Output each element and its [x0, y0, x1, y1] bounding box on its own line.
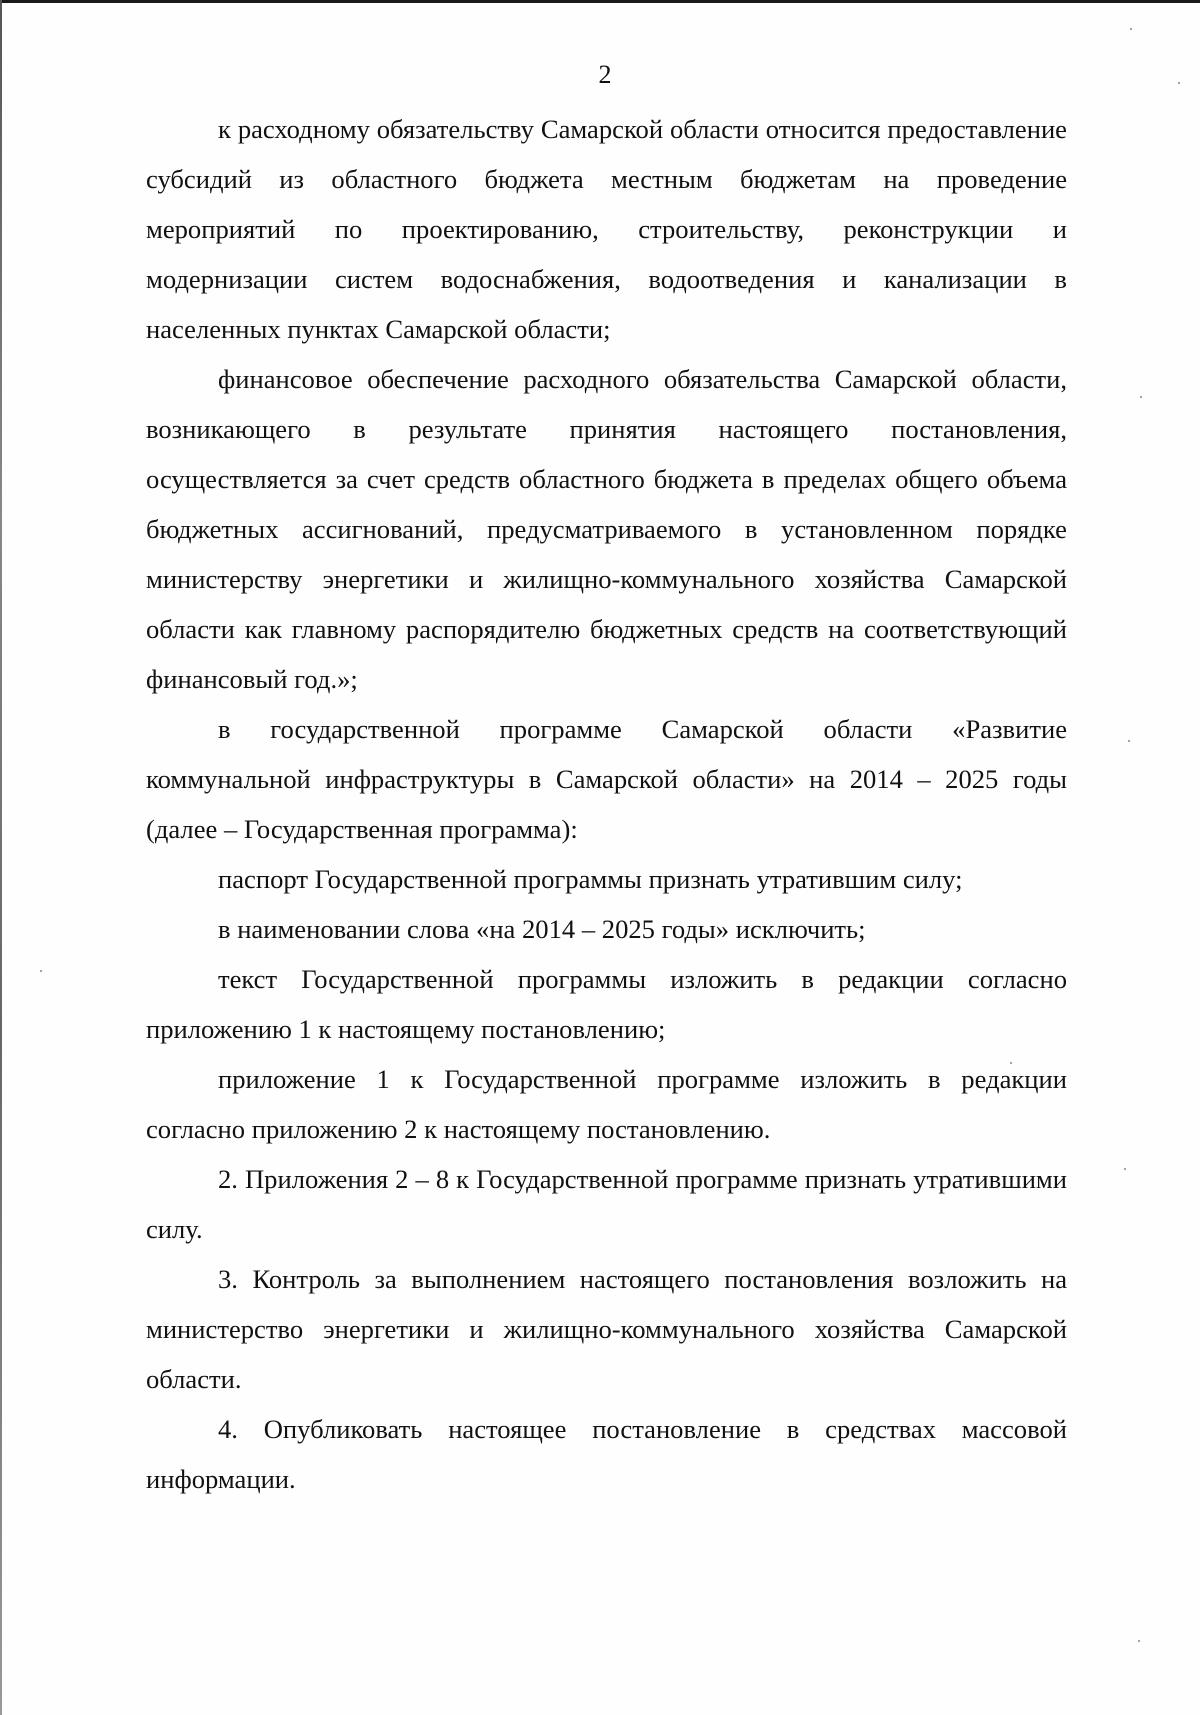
- page-number: 2: [598, 60, 612, 89]
- paragraph-1: к расходному обязательству Самарской области относится предоставление субсидий из областного бюджета местным бюджетам на проведение мероприятий по проектированию, строительству, реконструкции и модернизации систем водоснабжения, водоотведения и канализации в населенных пунктах Самарской области;: [146, 114, 1067, 344]
- scan-speck: [1010, 1062, 1012, 1064]
- paragraph-7: приложение 1 к Государственной программе изложить в редакции согласно приложению 2 к настоящему постановлению.: [146, 1064, 1067, 1144]
- paragraph-3: в государственной программе Самарской области «Развитие коммунальной инфраструктуры в Самарской области» на 2014 – 2025 годы (далее – Государственная программа):: [146, 714, 1067, 844]
- scan-speck: [1138, 1640, 1140, 1642]
- scan-speck: [1124, 1168, 1126, 1170]
- scan-edge-left: [0, 0, 2, 1715]
- paragraph-9: 3. Контроль за выполнением настоящего постановления возложить на министерство энергетики и жилищно-коммунального хозяйства Самарской области.: [146, 1264, 1067, 1394]
- scan-speck: [40, 970, 42, 972]
- scan-speck: [1140, 396, 1142, 398]
- scan-speck: [1178, 82, 1180, 84]
- paragraph-6: текст Государственной программы изложить в редакции согласно приложению 1 к настоящему постановлению;: [146, 964, 1067, 1044]
- paragraph-2: финансовое обеспечение расходного обязательства Самарской области, возникающего в результате принятия настоящего постановления, осуществляется за счет средств областного бюджета в пределах общего объема бюджетных ассигнований, предусматриваемого в установленном порядке министерству энергетики и жилищно-коммунального хозяйства Самарской области как главному распорядителю бюджетных средств на соответствующий финансовый год.»;: [146, 364, 1067, 694]
- scan-edge-top: [0, 0, 1200, 3]
- paragraph-4: паспорт Государственной программы признать утратившим силу;: [218, 864, 963, 894]
- paragraph-10: 4. Опубликовать настоящее постановление в средствах массовой информации.: [146, 1414, 1067, 1494]
- document-body: [146, 104, 1067, 1504]
- paragraph-5: в наименовании слова «на 2014 – 2025 годы» исключить;: [218, 914, 866, 944]
- scan-speck: [1128, 740, 1130, 742]
- scan-speck: [1130, 28, 1132, 30]
- paragraph-8: 2. Приложения 2 – 8 к Государственной программе признать утратившими силу.: [146, 1164, 1067, 1244]
